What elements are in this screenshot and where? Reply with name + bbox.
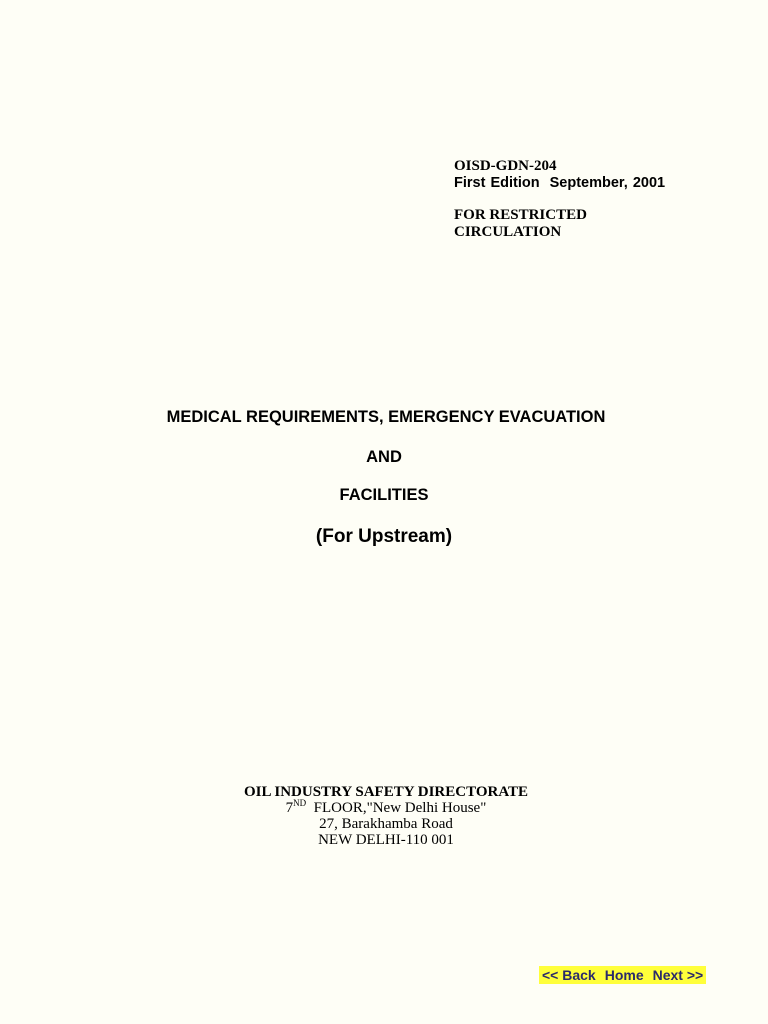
title-line-3: FACILITIES: [339, 486, 429, 504]
floor-text: FLOOR,"New Delhi House": [313, 800, 487, 816]
circulation-notice: [454, 207, 714, 241]
next-link[interactable]: Next >>: [652, 967, 704, 983]
restriction-line-1: FOR RESTRICTED: [454, 207, 587, 223]
title-subtitle: (For Upstream): [315, 526, 453, 547]
floor-number: 7: [285, 800, 294, 816]
title-line-2: AND: [366, 448, 402, 466]
title-line-1: MEDICAL REQUIREMENTS, EMERGENCY EVACUATION: [166, 408, 606, 426]
document-code: OISD-GDN-204: [454, 158, 557, 174]
home-link[interactable]: Home: [604, 967, 644, 983]
page-navigation: [539, 966, 706, 984]
edition-date: First Edition September, 2001: [454, 175, 666, 191]
street-address: 27, Barakhamba Road: [319, 816, 453, 832]
organization-name: OIL INDUSTRY SAFETY DIRECTORATE: [243, 784, 529, 800]
restriction-line-2: CIRCULATION: [454, 224, 562, 240]
back-link[interactable]: << Back: [542, 967, 596, 983]
publisher-address: [0, 784, 768, 848]
floor-line: [0, 800, 768, 816]
document-header: [454, 158, 714, 241]
city-postcode: NEW DELHI-110 001: [318, 832, 454, 848]
floor-suffix: ND: [293, 798, 307, 808]
